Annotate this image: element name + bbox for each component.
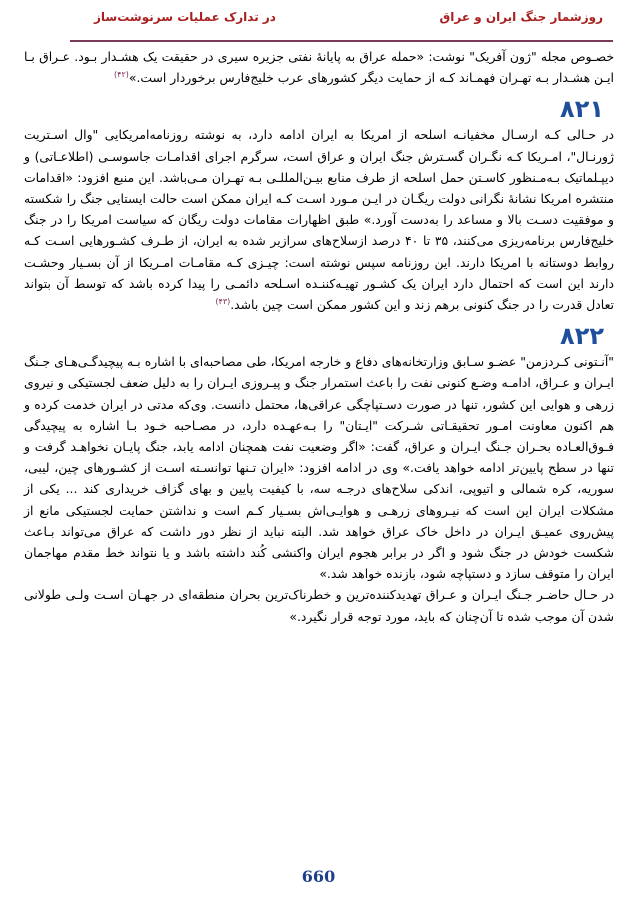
paragraph-intro-text: خصـوص مجله "ژون آفریک" نوشت: «حمله عراق به پایانهٔ نفتی جزیره سیری در حقیقت یک هشـدار بـود. عـراق بـا ایـن هشـدار بـه تهـران فهمـاند کـه از حمایت دیگر کشورهای عرب خلیج‌فارس برخوردار است.» <box>24 49 614 86</box>
entry-number-822: ۸۲۲ <box>560 322 604 351</box>
paragraph-intro <box>24 46 614 88</box>
paragraph-entry-821 <box>24 124 614 315</box>
footnote-ref-42: (۴۲) <box>114 70 129 80</box>
volume-subtitle: در تدارک عملیات سرنوشت‌ساز <box>94 10 276 24</box>
header-rule <box>70 40 613 42</box>
page-number: 660 <box>301 867 336 886</box>
running-header <box>24 10 613 32</box>
paragraph-entry-822-a: "آنـتونی کـردزمن" عضـو سـابق وزارتخانه‌های دفاع و خارجه امریکا، طی مصاحبه‌ای با اشاره بـه پیچیدگـی‌هـای جـنگ ایـران و عـراق، ادامـه وضـع کنونی نفت را باعث استمرار جنگ و پیـروزی ایـران را به دلیل ضعف لجستیکی و نیروی زرهی و هوایی این کشور، تنها در صورت دسـتپاچگی عراقی‌ها، محتمل دانست. وی‌که مدتی در ایران خدمت کرده و هم اکنون معاونت امـور تحقیقـاتی شـرکت "ایـتان" را بـه‌عهـده دارد، در مصـاحبه خـود بـا اشاره به پیچیدگی فـوق‌العـاده بحـران جـنگ ایـران و عراق، گفت: «اگر وضعیت نفت همچنان ادامه یابد، جنگ پایـان نخواهـد گرفت و تنها در سطح پایین‌تر ادامه خواهد یافت.» وی در ادامه افزود: «ایران تـنها توانسـته اسـت از کشـورهای چین، لیبی، سوریه، کره شمالی و اتیوپی، اندکی سلاح‌های درجـه سه، با کیفیت پایین و بهای گزاف خریداری کند ... یکی از مشکلات ایران این است که نیـروهای زرهـی و هوایـی‌اش بسـیار کـم است و نداشتن حمایت لجستیکی مانع از پیش‌روی عمیـق ایـران در داخل خاک عراق خواهد شد. البته نباید از نظر دور داشت که عراق می‌تواند بـاعث شکست خودش در جنگ شود و اگر در برابر هجوم ایران واکنشی کُند داشته باشد و یا نتواند خط مقدم مهاجمان ایران را متوقف سازد و دستپاچه شود، بازنده خواهد شد.» <box>24 354 614 582</box>
entry-number-821: ۸۲۱ <box>560 95 604 124</box>
book-title: روزشمار جنگ ایران و عراق <box>439 10 603 24</box>
paragraph-entry-821-text: در حـالی کـه ارسـال مخفیانـه اسلحه از امریکا به ایران ادامه دارد، به نوشته روزنامه‌امریکایی "وال اسـتریت ژورنـال"، امـریکا کـه نگـران گسـترش جنگ ایران و عراق است، سرگرم اجرای اقدامـات جاسوسـی (اطلاعـاتی) و دیپـلماتیک بـه‌مـنظور کاسـتن حمل اسلحه از طرف منابع بیـن‌المللـی بـه تهـران مـی‌باشد. این منبع افزود: «اقدامات منتشره امریکا نشانهٔ نگرانی دولت ریگـان در ایـن مـورد اسـت کـه ایران ممکن است حالت ایستایی جنگ را شکسته و موفقیت دسـت بالا و مساعد را به‌دست آورد.» طبق اظهارات مقامات دولت ریگان که سیاست امریکا را در جنگ خلیج‌فارس برنامه‌ریزی می‌کنند، ۳۵ تا ۴۰ درصد ازسلاح‌های سرازیر شده به ایران، از طـرف کشـورهایی اسـت کـه روابط دوستانه با امریکا دارند. این روزنامه سپس نوشته است: چیـزی کـه مقامـات امـریکا از آن بسـیار وحشـت دارند این است که احتمال دارد ایران یک کشـور تهیـه‌کننـده اسـلحه دائمـی را پیدا کرده باشد که توسط آن بتواند تعادل قدرت را در جنگ کنونی برهم زند و این کشور ممکن است چین باشد. <box>24 127 614 313</box>
footnote-ref-43: (۴۳) <box>215 296 231 306</box>
paragraph-entry-822-b: در حـال حاضـر جـنگ ایـران و عـراق تهدیدکننده‌ترین و خطرناک‌ترین بحران منطقه‌ای در جهـان اسـت ولـی طولانی شدن آن موجب شده تا آن‌چنان که باید، مورد توجه قرار نگیرد.» <box>24 587 614 624</box>
page-body <box>24 46 614 627</box>
